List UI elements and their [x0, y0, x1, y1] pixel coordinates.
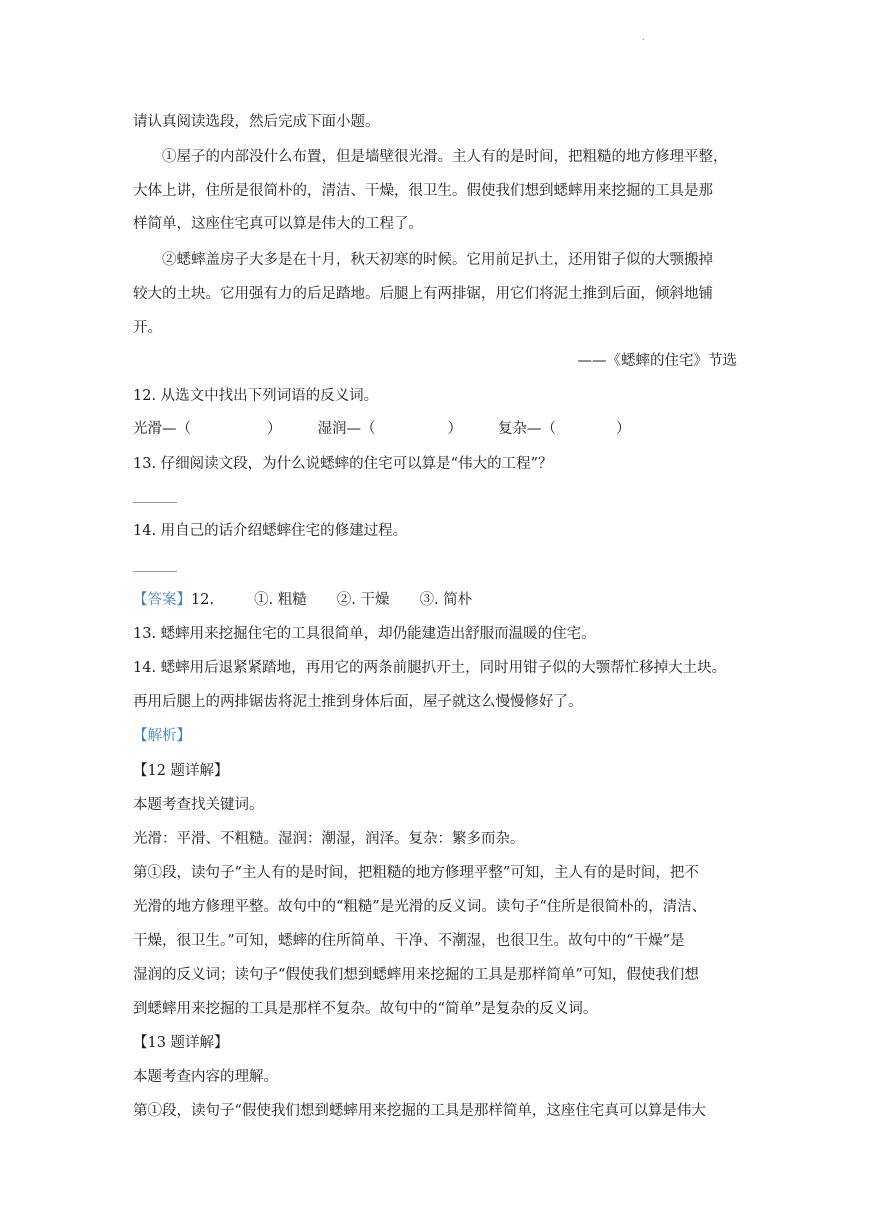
passage-line: ①屋子的内部没什么布置，但是墙壁很光滑。主人有的是时间，把粗糙的地方修理平整， — [162, 149, 728, 165]
section-heading-12: 【12 题详解】 — [133, 763, 229, 779]
passage-source: ——《蟋蟀的住宅》节选 — [577, 353, 737, 369]
analysis-line: 干燥，很卫生。”可知，蟋蟀的住所简单、干净、不潮湿，也很卫生。故句中的“干燥”是 — [133, 933, 685, 949]
analysis-line: 本题考查找关键词。 — [133, 797, 264, 813]
section-heading-13: 【13 题详解】 — [133, 1035, 229, 1051]
answer-13: 13. 蟋蟀用来挖掘住宅的工具很简单，却仍能建造出舒服而温暖的住宅。 — [133, 626, 596, 642]
answer-12 — [133, 590, 737, 610]
blank-label: 湿润—（ — [317, 421, 376, 437]
question-12: 12. 从选文中找出下列词语的反义词。 — [133, 388, 379, 404]
passage-line: 样简单，这座住宅真可以算是伟大的工程了。 — [133, 216, 423, 232]
header-dot: . — [642, 33, 645, 42]
blank-close: ） — [267, 421, 282, 437]
passage-line: 较大的土块。它用强有力的后足踏地。后腿上有两排锯，用它们将泥土推到后面，倾斜地铺 — [133, 286, 713, 302]
analysis-line: 第①段，读句子“假使我们想到蟋蟀用来挖掘的工具是那样简单，这座住宅真可以算是伟大 — [133, 1103, 706, 1119]
question-13: 13. 仔细阅读文段，为什么说蟋蟀的住宅可以算是“伟大的工程”？ — [133, 456, 553, 472]
answer-12-number: 12. — [191, 592, 215, 608]
blank-close: ） — [616, 421, 631, 437]
passage-line: 大体上讲，住所是很简朴的，清洁、干燥，很卫生。假使我们想到蟋蟀用来挖掘的工具是那 — [133, 183, 713, 199]
answer-14-line: 14. 蟋蟀用后退紧紧踏地，再用它的两条前腿扒开土，同时用钳子似的大颚帮忙移掉大土块。 — [133, 660, 727, 676]
answer-14-line: 再用后腿上的两排锯齿将泥土推到身体后面，屋子就这么慢慢修好了。 — [133, 694, 583, 710]
blank-close: ） — [447, 421, 462, 437]
analysis-line: 到蟋蟀用来挖掘的工具是那样不复杂。故句中的“简单”是复杂的反义词。 — [133, 1001, 598, 1017]
answer-line — [133, 571, 177, 572]
answer-item: ③. 简朴 — [419, 592, 473, 608]
analysis-line: 光滑的地方修理平整。故句中的“粗糙”是光滑的反义词。读句子“住所是很简朴的，清洁、 — [133, 899, 707, 915]
instruction: 请认真阅读选段，然后完成下面小题。 — [133, 114, 380, 130]
analysis-line: 本题考查内容的理解。 — [133, 1069, 278, 1085]
answer-tag: 【答案】 — [133, 592, 191, 608]
passage-line: 开。 — [133, 320, 162, 336]
answer-line — [133, 502, 177, 503]
question-14: 14. 用自己的话介绍蟋蟀住宅的修建过程。 — [133, 523, 408, 539]
passage-line: ②蟋蟀盖房子大多是在十月，秋天初寒的时候。它用前足扒土，还用钳子似的大颚搬掉 — [162, 252, 713, 268]
blank-label: 光滑—（ — [133, 421, 191, 437]
analysis-line: 湿润的反义词；读句子“假使我们想到蟋蟀用来挖掘的工具是那样简单”可知，假使我们想 — [133, 967, 699, 983]
question-12-items — [133, 419, 737, 439]
analysis-tag: 【解析】 — [133, 728, 191, 744]
analysis-line: 第①段，读句子“主人有的是时间，把粗糙的地方修理平整”可知，主人有的是时间，把不 — [133, 865, 699, 881]
answer-item: ②. 干燥 — [336, 592, 390, 608]
answer-item: ①. 粗糙 — [254, 592, 307, 608]
blank-label: 复杂—（ — [498, 421, 556, 437]
analysis-line: 光滑：平滑、不粗糙。湿润：潮湿，润泽。复杂：繁多而杂。 — [133, 831, 525, 847]
